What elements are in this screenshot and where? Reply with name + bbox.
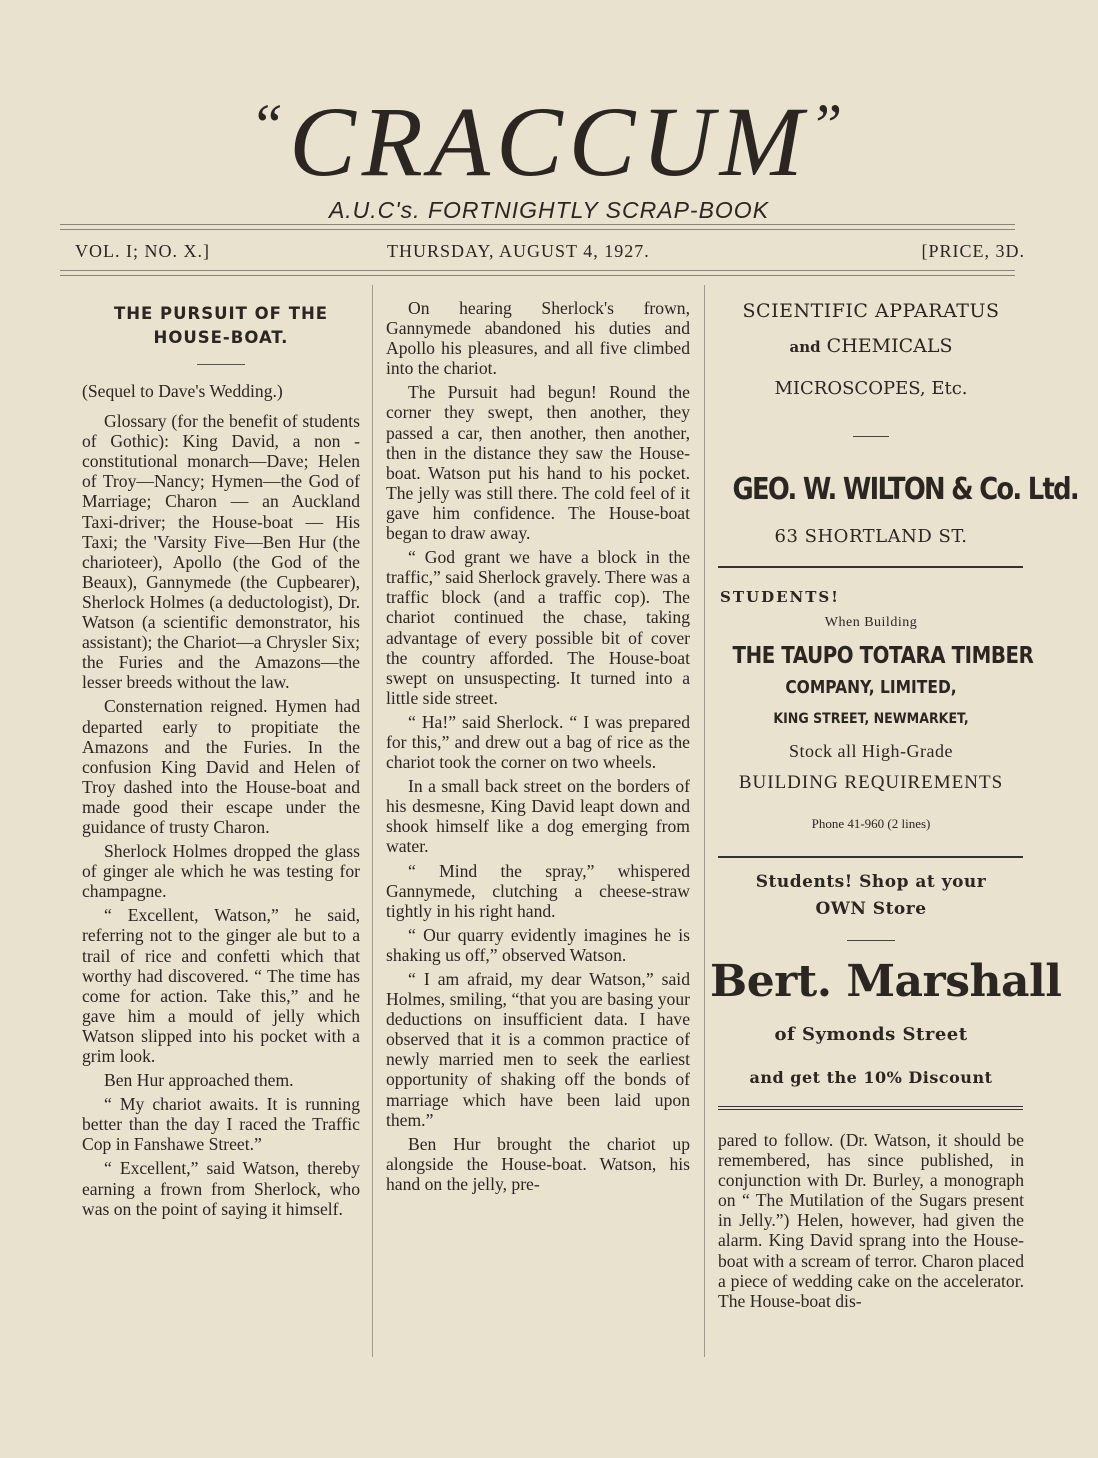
wilton-scientific-apparatus: SCIENTIFIC APPARATUS bbox=[742, 300, 1000, 322]
ad-divider-2 bbox=[718, 856, 1023, 858]
article-paragraph: “ Excellent, Watson,” he said, referring not to the ginger ale but to a trail of rice and confetti which that worthy had discovered. “ The time has come for action. Take this,” and he gave him a mould of jelly which Watson slipped into his pocket with a grim look. bbox=[82, 905, 360, 1066]
wilton-chemicals-line bbox=[710, 335, 1032, 357]
taupo-company: TAUPO TOTARA TIMBER bbox=[781, 643, 1034, 669]
article-paragraph: Sherlock Holmes dropped the glass of ginger ale which he was testing for champagne. bbox=[82, 841, 360, 902]
masthead-title bbox=[0, 70, 1098, 197]
article-paragraph: “ Excellent,” said Watson, thereby earning a frown from Sherlock, who was on the point of saying it himself. bbox=[82, 1158, 360, 1219]
taupo-building: BUILDING REQUIREMENTS bbox=[738, 772, 1004, 793]
taupo-street: KING STREET, NEWMARKET, bbox=[773, 711, 969, 727]
issue-price: [PRICE, 3D. bbox=[921, 241, 1025, 261]
issue-line bbox=[75, 241, 1025, 269]
wilton-short-rule bbox=[853, 436, 889, 437]
column-divider-2 bbox=[704, 285, 705, 1357]
masthead-rule-top-2 bbox=[60, 229, 1015, 230]
marshall-short-rule bbox=[847, 940, 895, 941]
column-divider-1 bbox=[372, 285, 373, 1357]
article-paragraph: “ Ha!” said Sherlock. “ I was prepared for this,” and drew out a bag of rice as the chariot took the corner on two wheels. bbox=[386, 711, 690, 773]
title-divider bbox=[197, 364, 245, 365]
ad-divider-1 bbox=[718, 566, 1023, 568]
marshall-name: Bert. Marshall bbox=[710, 956, 1062, 1007]
wilton-chemicals: CHEMICALS bbox=[826, 335, 953, 357]
taupo-when-building: When Building bbox=[824, 615, 918, 630]
masthead-subtitle: A.U.C's. FORTNIGHTLY SCRAP-BOOK bbox=[328, 197, 770, 223]
taupo-stock: Stock all High-Grade bbox=[789, 741, 953, 761]
marshall-own-store: OWN Store bbox=[815, 899, 927, 919]
issue-rule-2 bbox=[60, 275, 1015, 276]
article-paragraph: The Pursuit had begun! Round the corner they swept, then another, they passed a car, then another, then another, then in the distance they saw the House-boat. Watson put his hand to his pocket. The jelly was still there. The cold feel of it gave him confidence. The House-boat began to draw away. bbox=[386, 382, 690, 544]
article-column-1 bbox=[82, 296, 360, 1223]
wilton-and: and bbox=[789, 338, 821, 356]
taupo-phone: Phone 41-960 (2 lines) bbox=[811, 816, 931, 831]
title-text: CRACCUM bbox=[289, 86, 809, 197]
issue-volume: VOL. I; NO. X.] bbox=[75, 241, 210, 261]
article-paragraph: “ Our quarry evidently imagines he is shaking us off,” observed Watson. bbox=[386, 924, 690, 965]
issue-rule bbox=[60, 270, 1015, 271]
wilton-address: 63 SHORTLAND ST. bbox=[774, 526, 968, 547]
article-title-line2: HOUSE-BOAT. bbox=[153, 328, 289, 347]
article-column-2 bbox=[386, 298, 690, 1198]
article-paragraph: “ God grant we have a block in the traffic,” said Sherlock gravely. There was a traffic block (and a traffic cop). The chariot continued the chase, taking advantage of every possible bit of cover the country afforded. The House-boat swept on unsuspecting. It turned into a little side street. bbox=[386, 547, 691, 708]
article-paragraph: “ Mind the spray,” whispered Gannymede, clutching a cheese-straw tightly in his right hand. bbox=[386, 860, 690, 921]
ad-divider-3 bbox=[718, 1106, 1023, 1112]
issue-date: THURSDAY, AUGUST 4, 1927. bbox=[387, 241, 650, 261]
wilton-company: GEO. W. WILTON & Co. Ltd. bbox=[732, 472, 1078, 507]
article-paragraph: “ My chariot awaits. It is running better than the day I raced the Traffic Cop in Fanshawe Street.” bbox=[82, 1094, 360, 1155]
wilton-short-rule-wrap bbox=[710, 436, 1032, 437]
article-paragraph: pared to follow. (Dr. Watson, it should be remembered, has since published, in conjunction with Dr. Burley, a monograph on “ The Mutilation of the Sugars present in Jelly.”) Helen, however, had given the alarm. King David sprang into the House-boat with a scream of terror. Charon placed a piece of wedding cake on the accelerator. The House-boat dis- bbox=[718, 1130, 1024, 1311]
masthead bbox=[0, 70, 1098, 224]
taupo-the: THE bbox=[732, 643, 775, 669]
article-paragraph: In a small back street on the borders of his desmesne, King David leapt down and shook himself like a dog emerging from water. bbox=[386, 776, 690, 857]
marshall-shop: Students! Shop at your bbox=[755, 872, 987, 892]
article-paragraph: “ I am afraid, my dear Watson,” said Holmes, smiling, “that you are basing your deductions on insufficient data. I have observed that it is a common practice of newly married men to seek the earliest opportunity of shaking off the bonds of marriage which have been laid upon them.” bbox=[386, 969, 690, 1130]
article-title-line1: THE PURSUIT OF THE bbox=[113, 304, 329, 323]
marshall-discount: and get the 10% Discount bbox=[749, 1068, 993, 1087]
article-paragraph: Ben Hur brought the chariot up alongside the House-boat. Watson, his hand on the jelly, pre- bbox=[386, 1133, 690, 1194]
marshall-short-rule-wrap bbox=[710, 940, 1032, 941]
close-quote: ” bbox=[808, 92, 849, 158]
marshall-street: of Symonds Street bbox=[774, 1024, 968, 1045]
open-quote: “ bbox=[249, 92, 290, 158]
article-column-3 bbox=[718, 1130, 1024, 1315]
wilton-microscopes: MICROSCOPES, Etc. bbox=[774, 378, 968, 399]
taupo-company-line bbox=[732, 643, 1034, 669]
article-paragraph: Ben Hur approached them. bbox=[104, 1070, 294, 1091]
article-paragraph: On hearing Sherlock's frown, Gannymede abandoned his duties and Apollo his pleasures, and all five climbed into the chariot. bbox=[386, 298, 690, 379]
article-paragraph: Glossary (for the benefit of students of Gothic): King David, a non - constitutional monarch—Dave; Helen of Troy—Nancy; Hymen—the God of Marriage; Charon — an Auckland Taxi-driver; the House-boat — His Taxi; the 'Varsity Five—Ben Hur (the charioteer), Apollo (the God of the Beaux), Gannymede (the Cupbearer), Sherlock Holmes (a deductologist), Dr. Watson (a scientific demonstrator, his assistant); the Chariot—a Chrysler Six; the Furies and the Amazons—the lesser breeds without the law. bbox=[82, 411, 360, 693]
taupo-company-limited: COMPANY, LIMITED, bbox=[785, 677, 957, 698]
masthead-rule-top bbox=[60, 224, 1015, 225]
article-paragraph: Consternation reigned. Hymen had departed early to propitiate the Amazons and the Furies. In the confusion King David and Helen of Troy dashed into the House-boat and made good their escape under the guidance of trusty Charon. bbox=[82, 696, 360, 837]
taupo-students: STUDENTS! bbox=[720, 588, 840, 606]
article-sequel-note: (Sequel to Dave's Wedding.) bbox=[82, 381, 283, 401]
